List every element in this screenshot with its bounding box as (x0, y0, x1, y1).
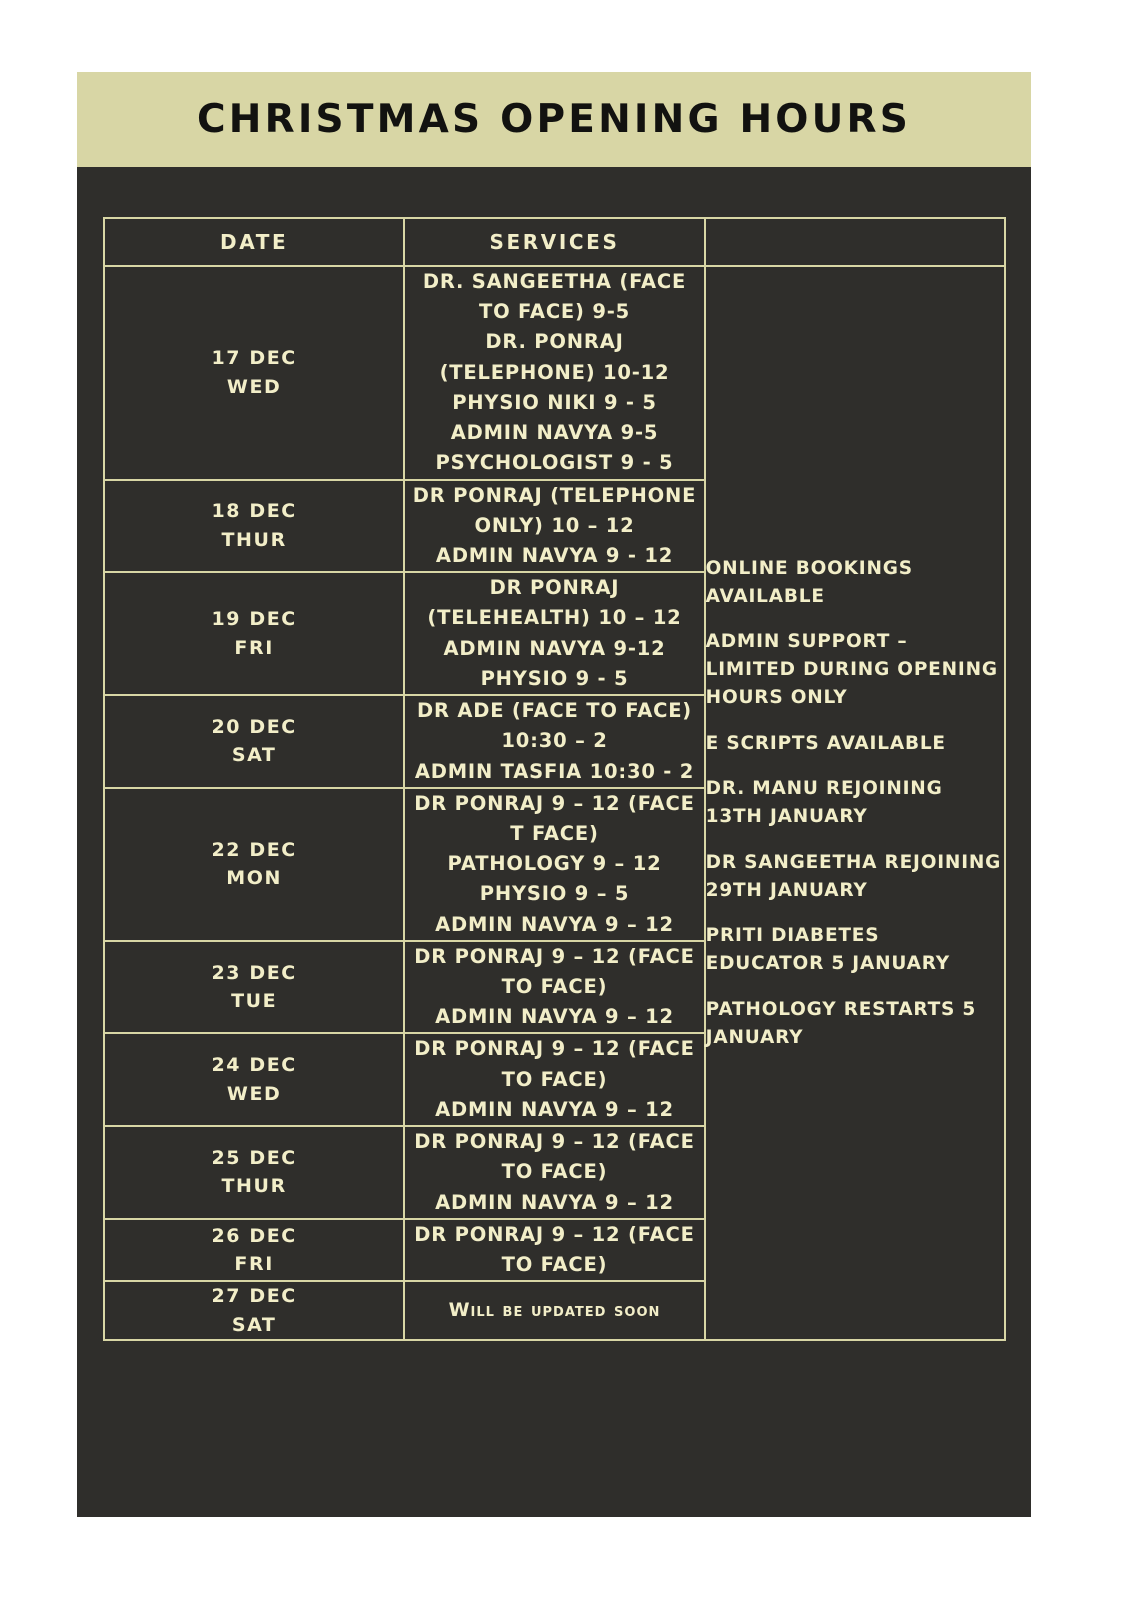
column-header-notes (705, 218, 1005, 266)
date-cell (104, 1033, 404, 1126)
date-cell (104, 572, 404, 695)
table-row (104, 266, 1005, 480)
service-line: ADMIN NAVYA 9 – 12 (435, 1190, 674, 1214)
table-body (104, 266, 1005, 1340)
services-cell (404, 941, 704, 1034)
schedule-table (103, 217, 1006, 1341)
date-day: 18 DEC (211, 500, 297, 523)
note-item: E SCRIPTS AVAILABLE (705, 732, 946, 754)
services-cell (404, 480, 704, 573)
service-line: ADMIN NAVYA 9 - 12 (435, 543, 674, 567)
page-title: CHRISTMAS OPENING HOURS (196, 97, 912, 142)
services-cell (404, 1281, 704, 1340)
table-header-row (104, 218, 1005, 266)
date-day: 27 DEC (211, 1285, 297, 1308)
service-line: ADMIN NAVYA 9 – 12 (435, 912, 674, 936)
poster-title-bar (77, 72, 1031, 167)
note-item: ADMIN SUPPORT – LIMITED DURING OPENING HOURS ONLY (705, 631, 998, 708)
service-line: ADMIN NAVYA 9 – 12 (435, 1097, 674, 1121)
service-line: PSYCHOLOGIST 9 - 5 (435, 451, 674, 475)
services-cell (404, 1219, 704, 1281)
service-line: ADMIN TASFIA 10:30 - 2 (414, 759, 695, 783)
column-header-services: SERVICES (404, 218, 704, 266)
note-item: PRITI DIABETES EDUCATOR 5 JANUARY (705, 925, 950, 975)
service-line: Will be updated soon (448, 1299, 661, 1321)
service-line: DR. PONRAJ (TELEPHONE) 10-12 (439, 330, 670, 384)
schedule-table-wrapper (103, 217, 1006, 1341)
date-day: 25 DEC (211, 1146, 297, 1169)
services-cell (404, 266, 704, 480)
services-cell (404, 1033, 704, 1126)
poster (77, 72, 1031, 1517)
date-day: 17 DEC (211, 347, 297, 370)
date-day: 24 DEC (211, 1054, 297, 1077)
service-line: PHYSIO NIKI 9 - 5 (452, 390, 657, 414)
date-weekday: THUR (221, 528, 287, 551)
date-day: 26 DEC (211, 1224, 297, 1247)
date-weekday: SAT (231, 1313, 277, 1336)
service-line: DR PONRAJ (TELEHEALTH) 10 – 12 (427, 576, 682, 630)
service-line: ADMIN NAVYA 9-5 (450, 421, 659, 445)
date-day: 20 DEC (211, 715, 297, 738)
services-cell (404, 572, 704, 695)
date-day: 19 DEC (211, 608, 297, 631)
date-cell (104, 1126, 404, 1219)
note-item: DR SANGEETHA REJOINING 29TH JANUARY (705, 851, 1002, 901)
service-line: DR PONRAJ (TELEPHONE ONLY) 10 – 12 (412, 483, 697, 537)
service-line: DR PONRAJ 9 – 12 (FACE TO FACE) (414, 1222, 695, 1276)
service-line: DR PONRAJ 9 – 12 (FACE TO FACE) (414, 1037, 695, 1091)
date-weekday: SAT (231, 744, 277, 767)
column-header-date: DATE (104, 218, 404, 266)
date-weekday: WED (226, 375, 282, 398)
date-day: 23 DEC (211, 961, 297, 984)
services-cell (404, 1126, 704, 1219)
note-item: ONLINE BOOKINGS AVAILABLE (705, 557, 913, 607)
date-cell (104, 480, 404, 573)
date-cell (104, 1281, 404, 1340)
table-head (104, 218, 1005, 266)
date-cell (104, 695, 404, 788)
services-cell (404, 695, 704, 788)
date-weekday: FRI (234, 1253, 274, 1275)
date-cell (104, 941, 404, 1034)
service-line: DR PONRAJ 9 – 12 (FACE TO FACE) (414, 1130, 695, 1184)
service-line: ADMIN NAVYA 9-12 (443, 636, 666, 660)
date-cell (104, 1219, 404, 1281)
date-weekday: TUE (231, 990, 278, 1013)
date-weekday: FRI (234, 636, 274, 659)
date-day: 22 DEC (211, 838, 297, 861)
service-line: DR PONRAJ 9 – 12 (FACE TO FACE) (414, 944, 695, 999)
service-line: DR ADE (FACE TO FACE) 10:30 – 2 (416, 699, 693, 753)
date-weekday: WED (226, 1082, 282, 1105)
date-weekday: MON (226, 867, 283, 890)
service-line: DR PONRAJ 9 – 12 (FACE T FACE) (414, 791, 695, 845)
service-line: PATHOLOGY 9 – 12 (447, 852, 662, 876)
service-line: DR. SANGEETHA (FACE TO FACE) 9-5 (422, 270, 687, 324)
note-item: DR. MANU REJOINING 13TH JANUARY (705, 778, 943, 828)
service-line: ADMIN NAVYA 9 – 12 (435, 1005, 674, 1029)
service-line: PHYSIO 9 – 5 (479, 882, 630, 906)
date-cell (104, 788, 404, 941)
date-cell (104, 266, 404, 480)
service-line: PHYSIO 9 - 5 (480, 666, 629, 690)
notes-cell (705, 266, 1005, 1340)
date-weekday: THUR (221, 1175, 287, 1198)
services-cell (404, 788, 704, 941)
note-item: PATHOLOGY RESTARTS 5 JANUARY (705, 998, 977, 1048)
